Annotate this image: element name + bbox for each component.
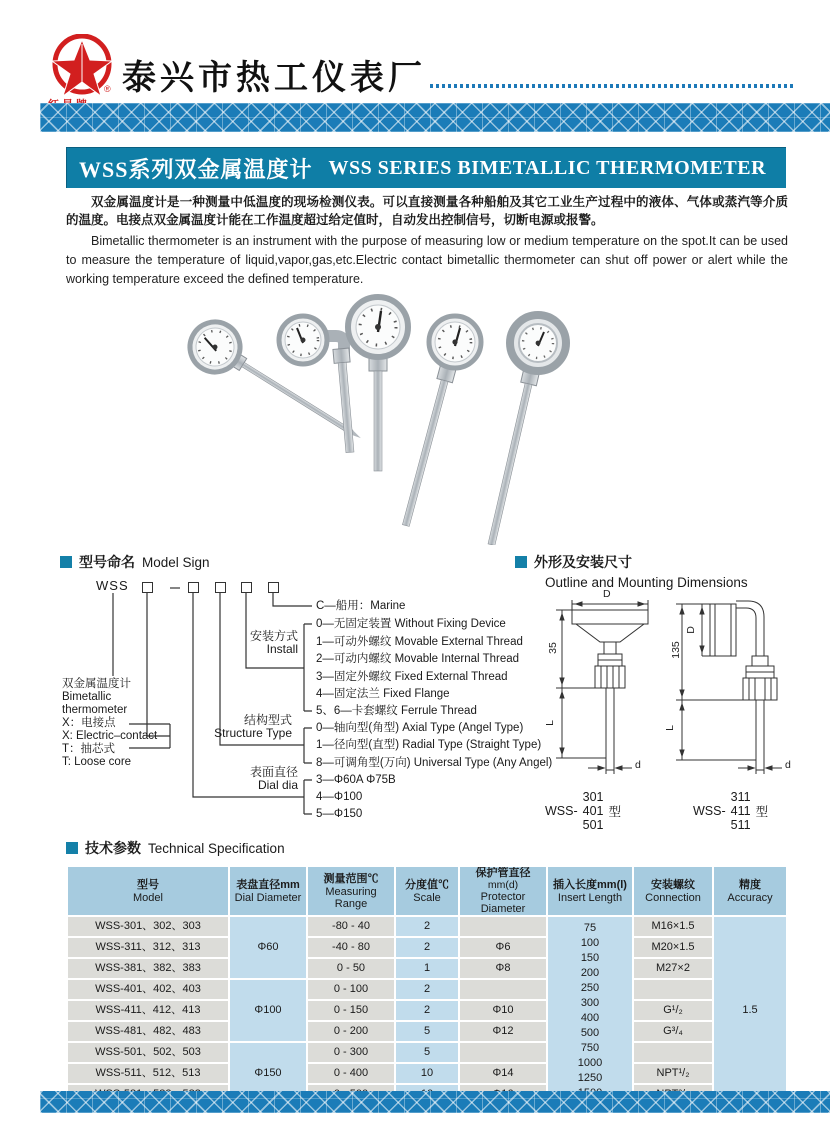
section-marker	[66, 842, 78, 854]
outline-drawing-straight	[556, 600, 648, 774]
company-name: 泰兴市热工仪表厂	[122, 59, 426, 97]
series-title-en: WSS SERIES BIMETALLIC THERMOMETER	[328, 156, 767, 179]
structure-item: 1—径向型(直型) Radial Type (Straight Type)	[316, 739, 542, 751]
series-title-bar	[66, 147, 786, 188]
dim-L-2: L	[663, 725, 676, 731]
dial-item: 5—Φ150	[316, 808, 363, 820]
intro-cn: 双金属温度计是一种测量中低温度的现场检测仪表。可以直接测量各种船舶及其它工业生产过程中的液体、气体或蒸汽等介质的温度。电接点双金属温度计能在工作温度超过给定值时，自动发出控制信号，切断电源或报警。	[66, 195, 788, 227]
gauge-4	[398, 316, 481, 528]
table-row: WSS-501、502、503 Φ150 0 - 300 5	[67, 1042, 787, 1063]
col-insert: 插入长度mm(l) Insert Length	[547, 866, 633, 916]
structure-label: 结构型式 Structure Type	[214, 713, 292, 740]
registered-mark: ®	[104, 84, 111, 94]
table-row: WSS-511、512、513 0 - 400 10 Φ14 NPT¹/₂	[67, 1063, 787, 1084]
table-row: WSS-381、382、383 0 - 50 1 Φ8 M27×2	[67, 958, 787, 979]
table-row: WSS-401、402、403 Φ100 0 - 100 2	[67, 979, 787, 1000]
section-marker	[60, 556, 72, 568]
fig2-model-label: WSS- 311 411 511 型	[693, 790, 769, 832]
gauge-2	[279, 316, 358, 453]
table-row: WSS-411、412、413 0 - 150 2 Φ10 G¹/₂	[67, 1000, 787, 1021]
install-item: 4—固定法兰 Fixed Flange	[316, 688, 450, 700]
intro-en: Bimetallic thermometer is an instrument with the purpose of measuring low or medium temperature on the spot.It can be used to measure the temperature of liquid,vapor,gas,etc.Electric contact bimetallic thermometer can shut off power or alert while the working temperature exceed the defined temperature.	[66, 234, 788, 286]
table-row: WSS-481、482、483 0 - 200 5 Φ12 G³/₄	[67, 1021, 787, 1042]
dial-group: Φ150	[229, 1042, 307, 1105]
outline-heading-cn: 外形及安装尺寸	[534, 554, 632, 570]
dim-D-1: D	[603, 588, 611, 600]
dial-item: 4—Φ100	[316, 791, 363, 803]
install-item: 2—可动内螺纹 Movable Internal Thread	[316, 653, 520, 665]
legend-line: Bimetallic	[62, 691, 112, 703]
fig1-model-label: WSS- 301 401 501 型	[545, 790, 622, 832]
gauge-3	[348, 297, 408, 471]
install-item: 1—可动外螺纹 Movable External Thread	[316, 636, 523, 648]
table-row: WSS-311、312、313 -40 - 80 2 Φ6 M20×1.5	[67, 937, 787, 958]
col-model: 型号 Model	[67, 866, 229, 916]
col-dial: 表盘直径mm Dial Diameter	[229, 866, 307, 916]
model-sign-heading-cn: 型号命名	[79, 554, 135, 570]
dial-dia-label: 表面直径 Dial dia	[249, 765, 298, 792]
top-lattice-band	[40, 103, 830, 132]
section-marker	[515, 556, 527, 568]
spec-header-row	[67, 866, 787, 916]
col-scale: 分度值℃ Scale	[395, 866, 459, 916]
install-item: 3—固定外螺纹 Fixed External Thread	[316, 671, 508, 683]
model-code-box	[142, 582, 153, 593]
dial-group: Φ60	[229, 916, 307, 979]
spec-heading	[66, 838, 786, 858]
dim-L-1: L	[543, 720, 556, 726]
structure-item: 0—轴向型(角型) Axial Type (Angel Type)	[316, 722, 524, 734]
model-code-box	[215, 582, 226, 593]
install-item: 5、6—卡套螺纹 Ferrule Thread	[316, 705, 477, 717]
legend-line: 双金属温度计	[62, 678, 131, 690]
legend-line: X：电接点	[62, 717, 116, 729]
spec-heading-cn: 技术参数	[85, 840, 141, 856]
install-label: 安装方式 Install	[249, 629, 298, 656]
accuracy-value: 1.5	[713, 916, 787, 1105]
header-dotted-line	[430, 84, 796, 88]
model-prefix: WSS	[96, 578, 129, 593]
dial-item: 3—Φ60A Φ75B	[316, 774, 396, 786]
col-protector: 保护管直径 mm(d) Protector Diameter	[459, 866, 547, 916]
dim-D-2: D	[684, 626, 697, 634]
product-photos	[0, 270, 830, 545]
model-code-box	[268, 582, 279, 593]
model-code-box	[241, 582, 252, 593]
marine-item: C—船用：Marine	[316, 600, 406, 612]
outline-heading-en: Outline and Mounting Dimensions	[545, 575, 748, 590]
model-code-box	[188, 582, 199, 593]
col-range: 测量范围℃ Measuring Range	[307, 866, 395, 916]
outline-heading	[515, 552, 830, 572]
series-title-cn: WSS系列双金属温度计	[79, 156, 313, 182]
table-row: WSS-301、302、303 Φ60 -80 - 40 2 75 100 150 200 250 300 400 500 750 1000 1250 M16×1.5 1.5	[67, 916, 787, 937]
col-connection: 安装螺纹 Connection	[633, 866, 713, 916]
legend-line: T：抽芯式	[62, 743, 116, 755]
outline-section	[515, 552, 830, 842]
model-sign-heading	[60, 552, 520, 572]
dim-135: 135	[669, 641, 682, 659]
bottom-lattice-band	[40, 1091, 830, 1113]
dim-d-1: d	[635, 759, 641, 771]
spec-section	[66, 838, 786, 1106]
outline-drawings	[515, 596, 830, 786]
thermometer-type-legend	[62, 678, 157, 769]
spec-table	[66, 865, 788, 1106]
gauge-5	[484, 315, 566, 545]
install-item: 0—无固定装置 Without Fixing Device	[316, 618, 506, 630]
legend-line: thermometer	[62, 704, 128, 716]
col-accuracy: 精度 Accuracy	[713, 866, 787, 916]
dim-d-2: d	[785, 759, 791, 771]
legend-line: X: Electric–contact	[62, 730, 158, 742]
structure-item: 8—可调角型(万向) Universal Type (Any Angel)	[316, 757, 553, 769]
dial-group: Φ100	[229, 979, 307, 1042]
legend-line: T: Loose core	[62, 756, 132, 768]
insert-lengths: 75 100 150 200 250 300 400 500 750 1000 1250	[547, 916, 633, 1105]
spec-heading-en: Technical Specification	[148, 840, 285, 856]
dim-35: 35	[546, 642, 559, 654]
model-sign-heading-en: Model Sign	[142, 554, 210, 570]
